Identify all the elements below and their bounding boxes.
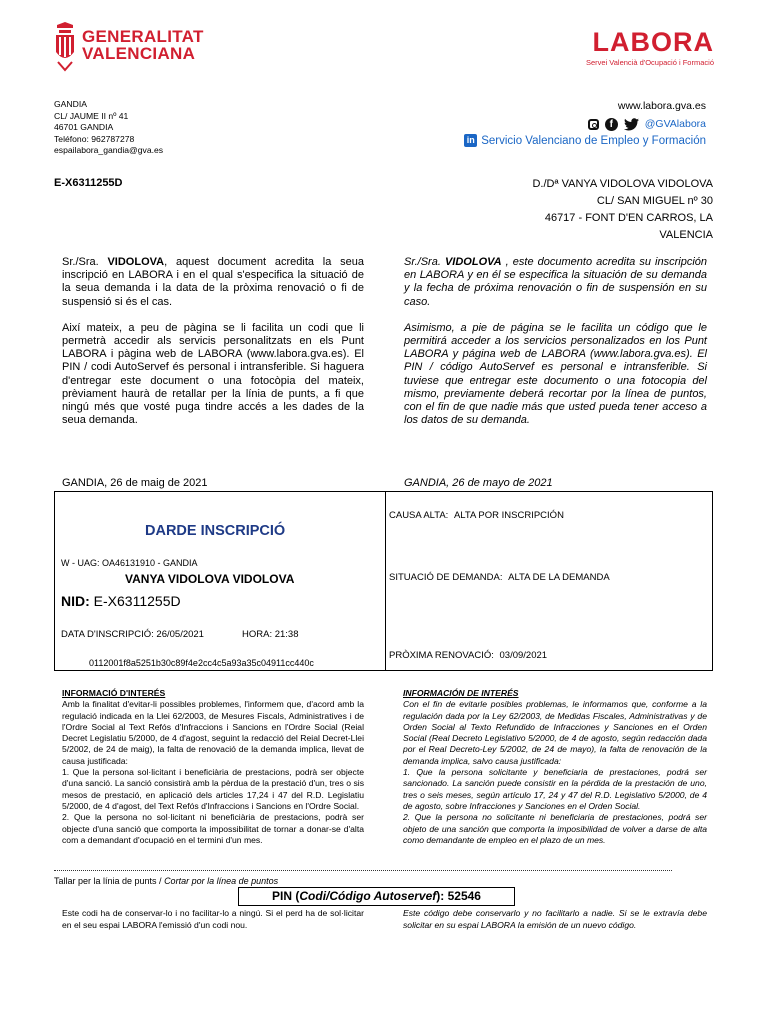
card-renov-value: 03/09/2021 [499,650,548,661]
pin-label-suffix: ): [436,889,448,903]
pin-note-ca: Este codi ha de conservar-lo i no facilitar-lo a ningú. Si el perd ha de sol·licitar en el seu espai LABORA l'emissió d'un codi nou. [62,908,364,930]
card-uag: W - UAG: OA46131910 - GANDIA [61,558,198,568]
letter-es-salutation: Sr./Sra. [404,256,445,268]
darde-card [54,491,713,671]
card-renov-label: PRÒXIMA RENOVACIÓ: [389,650,494,661]
letter-ca-p1 [62,256,364,309]
web-url[interactable]: www.labora.gva.es [617,100,706,112]
card-renov [389,650,547,661]
letter-ca-salutation: Sr./Sra. [62,256,108,268]
info-es-heading: INFORMACIÓN DE INTERÉS [403,688,519,698]
pin-box [238,887,515,906]
letter-es-p1-text: , este documento acredita su inscripción en LABORA y en él se especifica la situación de su demanda y la fecha de próxima renovación o fin de suspensión en su caso. [404,256,708,308]
labora-logo [560,28,720,68]
cut-label-ca: Tallar per la línia de punts / [54,876,165,886]
recipient-nie: E-X6311255D [54,177,123,189]
letter-spanish [404,256,707,427]
info-spanish [403,688,707,846]
letter-catalan [62,256,364,427]
info-ca-p1: Amb la finalitat d'evitar-li possibles problemes, l'informem que, d'acord amb la regulació indicada en la Llei 62/2003, de Mesures Fiscals, Administratives i de l'Ordre Social al Text Refós d'Infraccions i Sancions en l'Ordre Social (Reial Decret Legislatiu 5/2000, de 4 d'agost, seguint la redacció del Reial Decret-Llei 5/2002, de 24 de maig), la falta de renovació de la demanda implica, llevat de causa justificada: [62,699,364,766]
letter-es-date: GANDIA, 26 de mayo de 2021 [404,477,553,489]
info-es-p1: Con el fin de evitarle posibles problemas, le informamos que, conforme a la regulación dada por la Ley 62/2003, de Medidas Fiscales, Administrativas y de Orden Social al Texto Refundido de Infracciones y Sanciones en el Orden Social (Real Decreto Legislativo 5/2000, de 4 de agosto, según redacción dada por el Real Decreto-Ley 5/2002, de 24 de mayo), la falta de renovación de la demanda implica, salvo causa justificada: [403,699,707,766]
linkedin-text[interactable]: Servicio Valenciano de Empleo y Formación [481,134,706,147]
letter-es-p1 [404,256,707,309]
social-row [588,117,706,131]
letter-es-surname: VIDOLOVA [444,256,502,268]
generalitat-logo [54,22,204,72]
card-causa-label: CAUSA ALTA: [389,510,449,521]
letter-ca-date: GANDIA, 26 de maig de 2021 [62,477,208,489]
office-name: GANDIA [54,99,87,109]
card-hash: 0112001f8a5251b30c89f4e2cc4c5a93a35c04911cc440c [89,658,314,668]
labora-title: LABORA [592,27,714,57]
info-ca-p2: 1. Que la persona sol·licitant i beneficiària de prestacions, podrà ser objecte d'una sanció. La sanció consistirà amb la pèrdua de la prestació d'un, tres o sis mesos de prestació, en aplicació dels articles 17,24 i 47 del R.D. Legislatiu 5/2000, de 4 d'agost, del Text Refós d'Infraccions i Sancions en l'Ordre Social. [62,767,364,811]
recipient-name: D./Dª VANYA VIDOLOVA VIDOLOVA [532,178,713,190]
pin-note-es: Este código debe conservarlo y no facilitarlo a nadie. Si se le extravía debe solicitar en su espai LABORA la emisión de un nuevo código. [403,908,707,930]
letter-ca-surname: VIDOLOVA [107,256,165,268]
cut-label-es: Cortar por la línea de puntos [164,876,279,886]
cut-label [54,876,278,886]
office-street: CL/ JAUME II nº 41 [54,110,129,121]
info-catalan [62,688,364,846]
recipient-city: 46717 - FONT D'EN CARROS, LA [544,212,713,224]
letter-es-p2: Asimismo, a pie de página se le facilita un código que le permitirá acceder a los servicios personalizados en los Punt LABORA y página web de LABORA (www.labora.gva.es). El PIN / código AutoServef es personal e intransferible. Si tuviese que entregar este documento o una fotocopia del mismo, previamente deberá recortar por la línea de puntos, con el fin de que nadie más que usted pueda tener acceso a los datos de su demanda. [404,321,707,427]
instagram-icon[interactable] [588,119,599,130]
office-phone: Teléfono: 962787278 [54,133,135,144]
card-person: VANYA VIDOLOVA VIDOLOVA [125,572,295,586]
linkedin-row [464,133,706,148]
card-causa [389,510,564,521]
facebook-icon[interactable]: f [605,118,618,131]
pin-label-italic: Codi/Código Autoservef [299,889,437,903]
card-nid [61,593,181,609]
labora-subtitle: Servei Valencià d'Ocupació i Formació [585,58,714,67]
info-ca-p3: 2. Que la persona no sol·licitant ni beneficiària de prestacions, podrà ser objecte d'una sanció que comporta la impossibilitat de tornar a donar-se d'alta com a demandant d'ocupació en el termini d'un mes. [62,812,364,845]
cut-line [54,870,672,871]
card-date: DATA D'INSCRIPCIÓ: 26/05/2021 [61,629,204,640]
card-title: DARDE INSCRIPCIÓ [145,523,286,539]
office-email: espailabora_gandia@gva.es [54,145,164,155]
letter-ca-p1-text: , aquest document acredita la seua inscripció en LABORA i en el qual s'especifica la situació de la seua demanda i la data de la pròxima renovació o fi de suspensió si és el cas. [62,256,364,308]
card-nid-label: NID: [61,593,90,609]
gv-logo-line1: GENERALITAT [82,27,204,46]
linkedin-icon[interactable]: in [464,134,477,147]
pin-label-prefix: PIN ( [272,889,300,903]
info-ca-heading: INFORMACIÓ D'INTERÉS [62,688,166,698]
office-address [54,99,274,157]
card-nid-value: E-X6311255D [93,593,181,609]
recipient-street: CL/ SAN MIGUEL nº 30 [596,195,713,207]
card-hour: HORA: 21:38 [242,629,299,640]
pin-value: 52546 [447,889,481,903]
letter-ca-p2: Així mateix, a peu de pàgina se li facilita un codi que li permetrà accedir als servicis personalitzats en els Punt LABORA i pàgina web de LABORA (www.labora.gva.es). El PIN / codi AutoServef és personal i intransferible. Si haguera d'entregar este document o una fotocòpia del mateix, prèviament haurà de retallar per la línia de punts, a fi que ningú més que vosté puga tindre accés a les dades de la seua demanda. [62,321,364,427]
card-causa-value: ALTA POR INSCRIPCIÓN [453,510,564,521]
card-situacio-label: SITUACIÓ DE DEMANDA: [389,572,503,583]
recipient-address [506,176,713,244]
info-es-p3: 2. Que la persona no solicitante ni beneficiaria de prestaciones, podrá ser objeto de una sanción que comporta la imposibilidad de volver a darse de alta como demandante de empleo en el plazo de un mes. [403,812,707,845]
generalitat-crest-icon [54,22,76,72]
info-es-p2: 1. Que la persona solicitante y beneficiaria de prestaciones, podrá ser sancionado. La sanción puede consistir en la pérdida de la prestación de uno, tres o seis meses, según artículo 17, 24 y 47 del R.D. Legislativo 5/2000, de 4 de agosto, sobre Infracciones y Sanciones en el Orden Social. [403,767,707,811]
office-postal: 46701 GANDIA [54,122,114,132]
twitter-icon[interactable] [624,118,639,131]
card-situacio-value: ALTA DE LA DEMANDA [508,572,610,583]
gv-logo-line2: VALENCIANA [82,44,196,63]
social-handle[interactable]: @GVAlabora [644,118,706,130]
card-divider [385,492,386,670]
recipient-province: VALENCIA [659,229,713,241]
card-situacio [389,572,610,583]
